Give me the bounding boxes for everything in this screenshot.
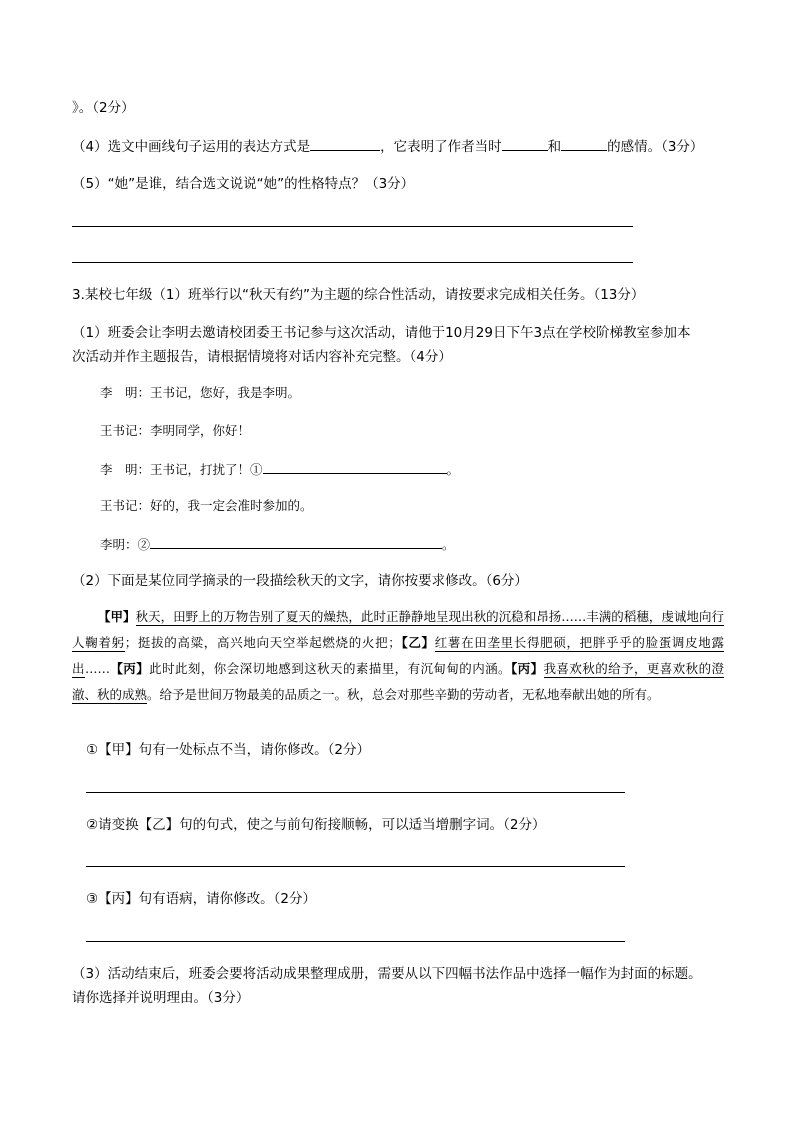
question-3-title: 3.某校七年级（1）班举行以“秋天有约”为主题的综合性活动，请按要求完成相关任务。（13分） [72, 287, 645, 303]
tag-bing-2: 【丙】 [510, 661, 544, 676]
question-4 [72, 136, 703, 157]
jia-underlined: 秋天，田野上的万物告别了夏天的燥热，此时正静静地呈现出秋的沉稳和昂扬……丰满的稻穗，虔诚地向行人鞠着躬 [72, 609, 724, 650]
answer-line[interactable] [86, 941, 625, 942]
tag-yi: 【乙】 [400, 635, 435, 650]
sub-question-3-cont: 请你选择并说明理由。（3分） [72, 990, 250, 1006]
sub-question-2: （2）下面是某位同学摘录的一段描绘秋天的文字，请你按要求修改。（6分） [72, 573, 528, 589]
q4-part-b: ，它表明了作者当时 [380, 139, 502, 155]
task-1: ①【甲】句有一处标点不当，请你修改。（2分） [86, 742, 370, 758]
question-5: （5）“她”是谁，结合选文说说“她”的性格特点？（3分） [72, 176, 415, 192]
answer-blank[interactable] [561, 136, 607, 151]
bing-underlined: 我喜欢秋的给予，更喜欢秋的澄澈、秋的成熟 [72, 661, 724, 702]
answer-blank[interactable] [150, 534, 442, 549]
answer-blank[interactable] [502, 136, 548, 151]
dialogue-line-4: 王书记：好的，我一定会准时参加的。 [100, 498, 313, 513]
answer-line[interactable] [72, 262, 633, 263]
sub-question-1: （1）班委会让李明去邀请校团委王书记参与这次活动，请他于10月29日下午3点在学校阶梯教室参加本 [72, 325, 691, 341]
q4-part-c: 和 [547, 139, 562, 155]
task-3: ③【丙】句有语病，请你修改。（2分） [86, 891, 316, 907]
sub-question-3: （3）活动结束后，班委会要将活动成果整理成册，需要从以下四幅书法作品中选择一幅作为封面的标题。 [72, 966, 702, 982]
autumn-passage [72, 604, 724, 708]
q4-part-a: （4）选文中画线句子运用的表达方式是 [72, 139, 311, 155]
jia-rest: ；挺拔的高粱，高兴地向天空举起燃烧的火把； [124, 635, 401, 650]
answer-line[interactable] [86, 866, 625, 867]
dialogue-5-end: 。 [442, 537, 455, 552]
q4-part-d: 的感情。（3分） [607, 139, 704, 155]
dialogue-3-text: 李 明：王书记，打扰了！① [100, 462, 263, 477]
answer-line[interactable] [86, 792, 625, 793]
dialogue-line-3 [100, 459, 459, 480]
bing-text-1: 此时此刻，你会深切地感到这秋天的素描里，有沉甸甸的内涵。 [149, 661, 511, 676]
sub-question-1-cont: 次活动并作主题报告，请根据情境将对话内容补充完整。（4分） [72, 349, 452, 365]
dialogue-5-text: 李明：② [100, 537, 151, 552]
bing-rest: 。给予是世间万物最美的品质之一。秋，总会对那些辛勤的劳动者，无私地奉献出她的所有。 [147, 687, 660, 702]
answer-blank[interactable] [310, 136, 380, 151]
dialogue-line-5 [100, 534, 455, 555]
dialogue-3-end: 。 [446, 462, 460, 477]
dialogue-line-1: 李 明：王书记，您好，我是李明。 [100, 385, 301, 400]
answer-line[interactable] [72, 226, 633, 227]
dialogue-line-2: 王书记：李明同学，你好！ [100, 423, 251, 438]
yi-underlined: 红薯在田垄里长得肥硕，把胖乎乎的脸蛋调皮地露出 [72, 635, 724, 676]
answer-blank[interactable] [263, 459, 447, 474]
tag-bing-1: 【丙】 [109, 661, 150, 676]
task-2: ②请变换【乙】句的句式，使之与前句衔接顺畅，可以适当增删字词。（2分） [86, 817, 546, 833]
tag-jia: 【甲】 [98, 609, 136, 624]
yi-rest: …… [84, 661, 110, 676]
top-fragment: 》。（2分） [72, 100, 135, 116]
